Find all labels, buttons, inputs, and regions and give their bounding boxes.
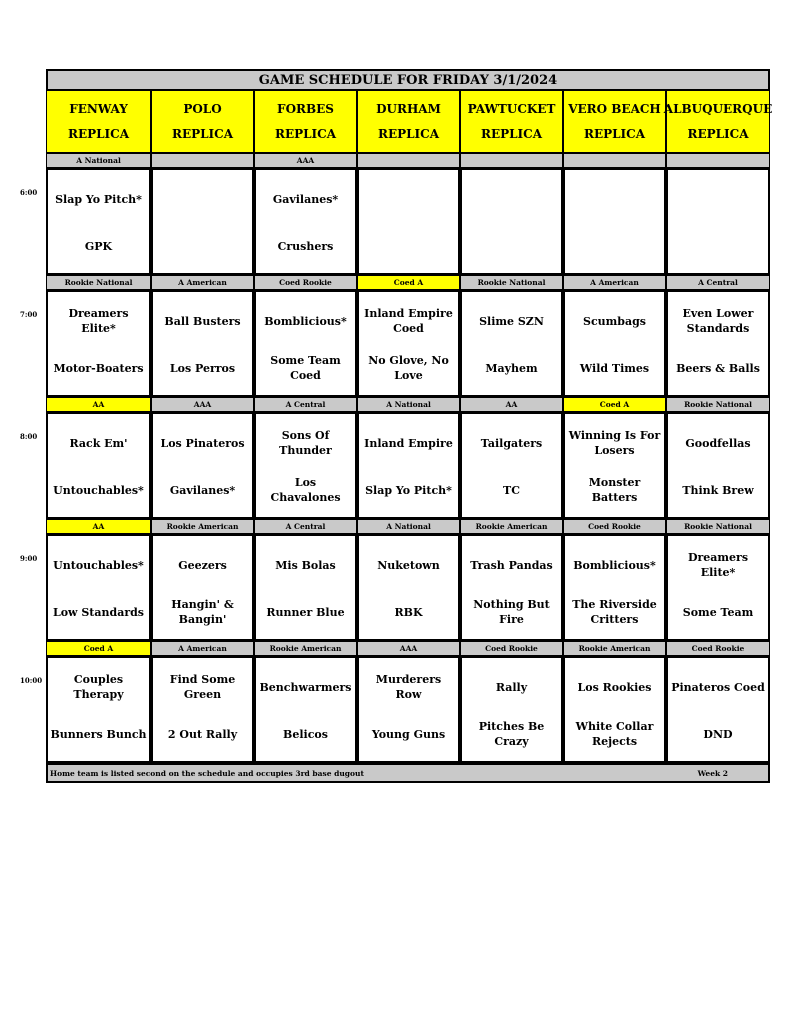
division-label: A American bbox=[563, 275, 666, 290]
game-cell bbox=[46, 168, 151, 275]
division-label: Rookie National bbox=[46, 275, 151, 290]
division-label: Rookie American bbox=[563, 641, 666, 656]
away-team: Trash Pandas bbox=[470, 558, 553, 572]
away-team: Los Pinateros bbox=[160, 436, 245, 450]
game-cell bbox=[460, 534, 563, 641]
division-label: AAA bbox=[151, 397, 254, 412]
home-team: GPK bbox=[84, 239, 113, 253]
away-team bbox=[407, 184, 411, 214]
field-name: FENWAY bbox=[69, 102, 128, 117]
home-team: No Glove, No Love bbox=[368, 354, 449, 382]
home-team: Untouchables* bbox=[53, 483, 144, 497]
division-label: AA bbox=[460, 397, 563, 412]
game-cell bbox=[666, 534, 770, 641]
game-row bbox=[20, 168, 770, 275]
away-team: Winning Is For Losers bbox=[568, 429, 661, 457]
home-team: TC bbox=[503, 483, 520, 497]
division-label: Coed Rookie bbox=[254, 275, 357, 290]
away-team: Goodfellas bbox=[685, 436, 751, 450]
division-label: AA bbox=[46, 397, 151, 412]
home-team: RBK bbox=[394, 605, 423, 619]
game-cell bbox=[357, 168, 460, 275]
game-cell bbox=[254, 412, 357, 519]
field-header bbox=[563, 91, 666, 153]
division-row bbox=[46, 153, 770, 168]
field-header bbox=[663, 91, 773, 153]
home-team: Hangin' & Bangin' bbox=[171, 598, 234, 626]
field-sub: REPLICA bbox=[274, 126, 337, 141]
home-team: Los Perros bbox=[169, 361, 236, 375]
home-team: White Collar Rejects bbox=[575, 720, 654, 748]
division-label bbox=[563, 153, 666, 168]
field-sub: REPLICA bbox=[480, 126, 543, 141]
field-sub: REPLICA bbox=[377, 126, 440, 141]
home-team: Wild Times bbox=[579, 361, 650, 375]
field-name: FORBES bbox=[277, 102, 334, 117]
away-team: Los Rookies bbox=[577, 680, 652, 694]
home-team: Young Guns bbox=[371, 727, 446, 741]
division-label: Coed A bbox=[357, 275, 460, 290]
home-team: DND bbox=[703, 727, 733, 741]
game-cell bbox=[666, 656, 770, 763]
away-team: Ball Busters bbox=[164, 314, 241, 328]
division-row bbox=[46, 397, 770, 412]
away-team: Geezers bbox=[178, 558, 227, 572]
game-cell bbox=[46, 656, 151, 763]
time-label: 10:00 bbox=[20, 676, 43, 685]
game-row bbox=[20, 534, 770, 641]
away-team: Benchwarmers bbox=[259, 680, 352, 694]
field-sub: REPLICA bbox=[583, 126, 646, 141]
time-label: 7:00 bbox=[20, 310, 38, 319]
field-sub: REPLICA bbox=[171, 126, 234, 141]
game-cell bbox=[46, 412, 151, 519]
away-team: Mis Bolas bbox=[275, 558, 336, 572]
field-name: VERO BEACH bbox=[568, 102, 661, 117]
time-slots bbox=[20, 153, 770, 763]
game-row bbox=[20, 412, 770, 519]
away-team bbox=[510, 184, 514, 214]
field-name: ALBUQUERQUE bbox=[663, 102, 773, 117]
division-label: Coed Rookie bbox=[563, 519, 666, 534]
game-cell bbox=[357, 412, 460, 519]
division-label: Rookie American bbox=[254, 641, 357, 656]
schedule-sheet bbox=[20, 69, 773, 783]
time-label: 8:00 bbox=[20, 432, 38, 441]
home-team: Low Standards bbox=[52, 605, 145, 619]
division-label: A Central bbox=[254, 397, 357, 412]
game-cell bbox=[357, 534, 460, 641]
game-cell bbox=[563, 656, 666, 763]
division-label: Coed Rookie bbox=[666, 641, 770, 656]
game-cell bbox=[460, 412, 563, 519]
game-row bbox=[20, 290, 770, 397]
division-label bbox=[357, 153, 460, 168]
game-cell bbox=[357, 290, 460, 397]
division-row bbox=[46, 641, 770, 656]
away-team: Pinateros Coed bbox=[671, 680, 765, 694]
division-label: AAA bbox=[254, 153, 357, 168]
time-label: 6:00 bbox=[20, 188, 38, 197]
field-header bbox=[460, 91, 563, 153]
time-label: 9:00 bbox=[20, 554, 38, 563]
game-cell bbox=[666, 290, 770, 397]
away-team: Nuketown bbox=[377, 558, 440, 572]
field-name: PAWTUCKET bbox=[467, 102, 556, 117]
away-team: Even Lower Standards bbox=[682, 307, 754, 335]
field-header bbox=[254, 91, 357, 153]
away-team: Bomblicious* bbox=[264, 314, 347, 328]
division-label: A National bbox=[357, 397, 460, 412]
game-cell bbox=[460, 656, 563, 763]
game-cell bbox=[563, 168, 666, 275]
footer-week: Week 2 bbox=[697, 768, 728, 778]
away-team: Find Some Green bbox=[169, 673, 236, 701]
footer-note: Home team is listed second on the schedule and occupies 3rd base dugout bbox=[50, 768, 364, 778]
home-team: Gavilanes* bbox=[169, 483, 236, 497]
game-cell bbox=[254, 534, 357, 641]
game-cell bbox=[563, 534, 666, 641]
home-team: Some Team Coed bbox=[270, 354, 341, 382]
division-label: Rookie National bbox=[666, 519, 770, 534]
home-team: 2 Out Rally bbox=[167, 727, 238, 741]
division-label: A American bbox=[151, 641, 254, 656]
away-team: Dreamers Elite* bbox=[68, 307, 129, 335]
home-team: Beers & Balls bbox=[676, 361, 760, 375]
away-team bbox=[613, 184, 617, 214]
division-label: Rookie American bbox=[151, 519, 254, 534]
game-cell bbox=[46, 534, 151, 641]
away-team: Bomblicious* bbox=[573, 558, 656, 572]
game-cell bbox=[151, 412, 254, 519]
home-team: Slap Yo Pitch* bbox=[365, 483, 452, 497]
away-team: Dreamers Elite* bbox=[687, 551, 749, 579]
schedule-footer bbox=[46, 763, 770, 783]
division-label: Rookie National bbox=[460, 275, 563, 290]
field-header bbox=[46, 91, 151, 153]
home-team: Bunners Bunch bbox=[50, 727, 147, 741]
away-team: Inland Empire bbox=[364, 436, 453, 450]
away-team: Scumbags bbox=[583, 314, 646, 328]
away-team: Murderers Row bbox=[375, 673, 442, 701]
game-cell bbox=[460, 168, 563, 275]
division-label: AA bbox=[46, 519, 151, 534]
division-label: Coed A bbox=[563, 397, 666, 412]
division-label: A National bbox=[46, 153, 151, 168]
away-team: Slap Yo Pitch* bbox=[55, 192, 142, 206]
home-team bbox=[613, 231, 617, 261]
field-sub: REPLICA bbox=[687, 126, 749, 141]
division-label: Rookie American bbox=[460, 519, 563, 534]
division-label bbox=[666, 153, 770, 168]
home-team: Think Brew bbox=[682, 483, 754, 497]
game-cell bbox=[357, 656, 460, 763]
away-team: Gavilanes* bbox=[272, 192, 339, 206]
home-team: Monster Batters bbox=[588, 476, 641, 504]
game-cell bbox=[666, 412, 770, 519]
game-cell bbox=[563, 412, 666, 519]
division-label: Coed A bbox=[46, 641, 151, 656]
home-team: Belicos bbox=[283, 727, 328, 741]
field-sub: REPLICA bbox=[67, 126, 130, 141]
game-cell bbox=[563, 290, 666, 397]
home-team: Nothing But Fire bbox=[473, 598, 550, 626]
away-team: Inland Empire Coed bbox=[364, 307, 453, 335]
division-row bbox=[46, 275, 770, 290]
away-team bbox=[716, 184, 720, 214]
game-cell bbox=[151, 168, 254, 275]
home-team: Motor-Boaters bbox=[53, 361, 144, 375]
away-team bbox=[201, 184, 205, 214]
away-team: Untouchables* bbox=[53, 558, 144, 572]
home-team bbox=[201, 231, 205, 261]
home-team: The Riverside Critters bbox=[572, 598, 657, 626]
division-label: A National bbox=[357, 519, 460, 534]
division-label: Rookie National bbox=[666, 397, 770, 412]
field-name: DURHAM bbox=[376, 102, 441, 117]
home-team: Pitches Be Crazy bbox=[478, 720, 545, 748]
home-team: Mayhem bbox=[485, 361, 538, 375]
home-team: Crushers bbox=[277, 239, 334, 253]
home-team: Runner Blue bbox=[266, 605, 345, 619]
game-cell bbox=[460, 290, 563, 397]
game-cell bbox=[151, 534, 254, 641]
away-team: Tailgaters bbox=[480, 436, 543, 450]
home-team bbox=[716, 231, 720, 261]
game-cell bbox=[151, 656, 254, 763]
game-cell bbox=[254, 290, 357, 397]
division-label bbox=[151, 153, 254, 168]
home-team: Some Team bbox=[682, 605, 754, 619]
home-team: Los Chavalones bbox=[270, 476, 341, 504]
field-header bbox=[151, 91, 254, 153]
away-team: Couples Therapy bbox=[73, 673, 124, 701]
home-team bbox=[510, 231, 514, 261]
away-team: Rally bbox=[495, 680, 528, 694]
field-name: POLO bbox=[183, 102, 222, 117]
game-cell bbox=[151, 290, 254, 397]
away-team: Sons Of Thunder bbox=[279, 429, 332, 457]
game-cell bbox=[254, 168, 357, 275]
field-header bbox=[357, 91, 460, 153]
division-label: Coed Rookie bbox=[460, 641, 563, 656]
division-label: A American bbox=[151, 275, 254, 290]
division-label: AAA bbox=[357, 641, 460, 656]
division-label: A Central bbox=[666, 275, 770, 290]
away-team: Rack Em' bbox=[69, 436, 128, 450]
field-header-row bbox=[46, 91, 773, 153]
game-row bbox=[20, 656, 770, 763]
game-cell bbox=[46, 290, 151, 397]
schedule-title: GAME SCHEDULE FOR FRIDAY 3/1/2024 bbox=[46, 69, 770, 91]
away-team: Slime SZN bbox=[479, 314, 544, 328]
home-team bbox=[407, 231, 411, 261]
game-cell bbox=[254, 656, 357, 763]
game-cell bbox=[666, 168, 770, 275]
division-label bbox=[460, 153, 563, 168]
division-label: A Central bbox=[254, 519, 357, 534]
division-row bbox=[46, 519, 770, 534]
